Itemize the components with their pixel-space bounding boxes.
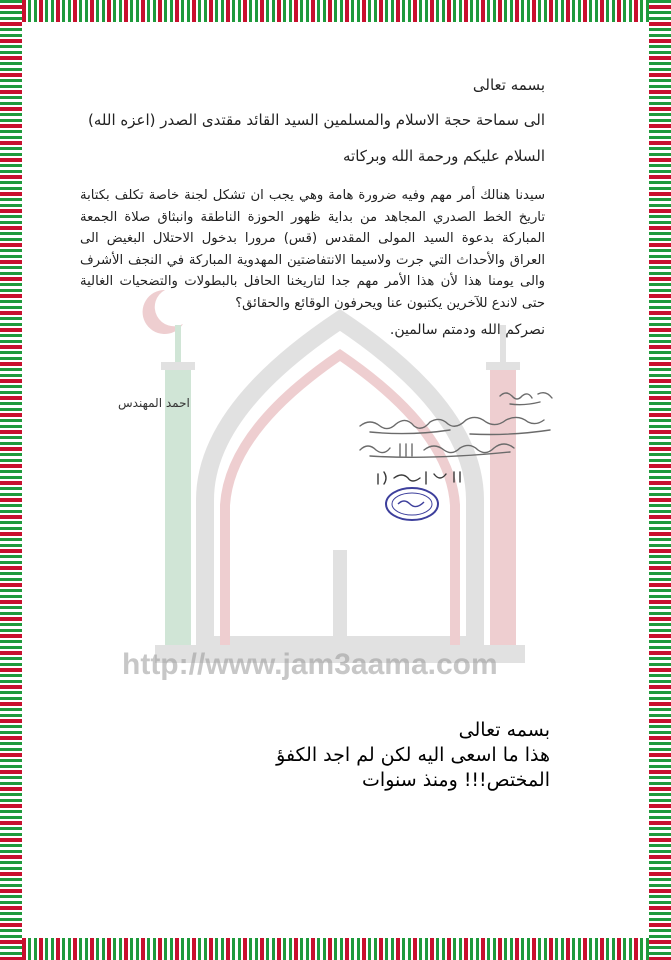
letter-recipient: الى سماحة حجة الاسلام والمسلمين السيد القائد مقتدى الصدر (اعزه الله) xyxy=(88,111,545,129)
letter-basmala: بسمه تعالى xyxy=(472,76,545,94)
reply-transcription xyxy=(270,718,550,793)
transcription-line-2: هذا ما اسعى اليه لكن لم اجد الكفؤ xyxy=(276,744,550,766)
transcription-line-1: بسمه تعالى xyxy=(458,719,550,741)
letter-paragraph: سيدنا هنالك أمر مهم وفيه ضرورة هامة وهي يجب ان تشكل لجنة خاصة تكلف بكتابة تاريخ الخط الصدري المجاهد من بداية ظهور الحوزة الناطقة وانبثاق صلاة الجمعة المباركة بدعوة السيد المولى المقدس (قس) مرورا بدخول الاحتلال البغيض الى العراق والأحداث التي جرت ولاسيما الانتفاضتين المهدوية المباركة في النجف الأشرف والى يومنا هذا لأن هذا الأمر مهم جدا لتاريخنا الحافل بالبطولات والتضحيات الغالية حتى لاندع للآخرين يكتبون عنا ويحرفون الوقائع والحقائق؟ xyxy=(80,188,545,311)
sender-name: احمد المهندس xyxy=(118,396,190,410)
letter-greeting: السلام عليكم ورحمة الله وبركاته xyxy=(343,147,545,165)
decorative-border-left xyxy=(0,0,22,960)
decorative-border-right xyxy=(649,0,671,960)
letter-closing: نصركم الله ودمتم سالمين. xyxy=(389,322,545,338)
transcription-line-3: المختص!!! ومنذ سنوات xyxy=(362,769,550,791)
decorative-border-bottom xyxy=(0,938,671,960)
watermark-url: http://www.jam3aama.com xyxy=(122,648,498,681)
handwritten-reply xyxy=(350,384,590,524)
decorative-border-top xyxy=(0,0,671,22)
letter-body xyxy=(80,76,545,338)
